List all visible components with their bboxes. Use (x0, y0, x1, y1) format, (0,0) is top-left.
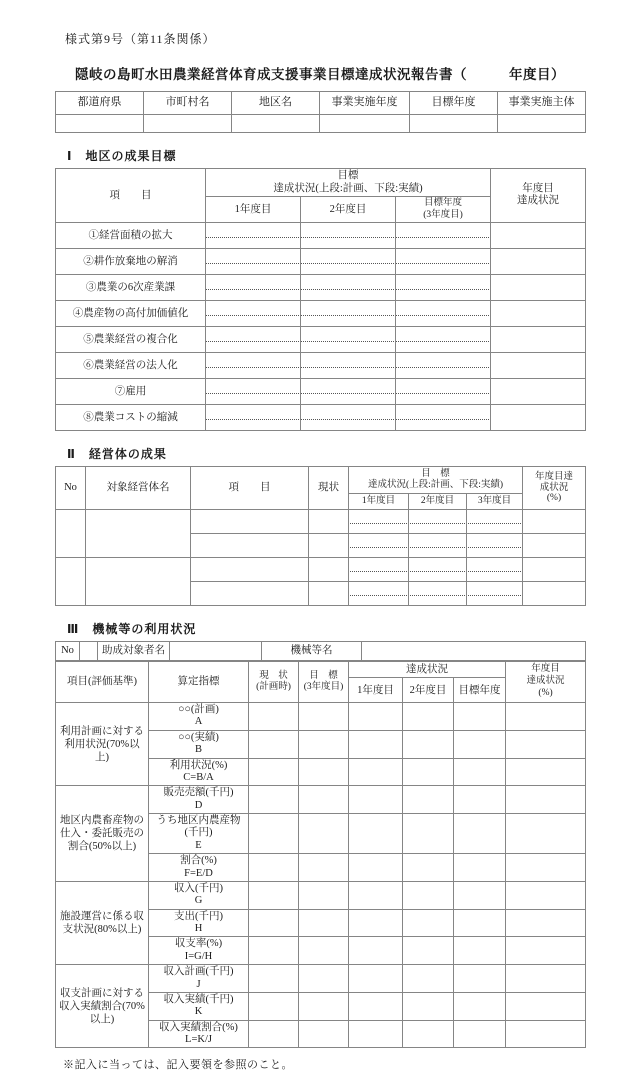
value-cell (454, 1020, 506, 1048)
value-cell (249, 786, 299, 814)
section2-header-no: No (56, 466, 86, 509)
plan-actual-cell-year1 (206, 352, 301, 378)
value-cell (249, 703, 299, 731)
item-label: ①経営面積の拡大 (56, 222, 206, 248)
value-cell (403, 730, 454, 758)
value-cell (349, 814, 403, 854)
section3-row (56, 786, 586, 814)
value-cell (506, 854, 586, 882)
value-cell (299, 937, 349, 965)
info-header-municipality: 市町村名 (144, 92, 232, 115)
value-cell (299, 992, 349, 1020)
value-cell (249, 758, 299, 786)
annual-status-cell (491, 404, 586, 430)
annual-label-line1: 年度目 (522, 182, 554, 194)
plan-actual-cell-target (396, 274, 491, 300)
criterion-label: 地区内農畜産物の仕入・委託販売の割合(50%以上) (56, 786, 149, 882)
item-label: ⑧農業コストの縮減 (56, 404, 206, 430)
value-cell (249, 854, 299, 882)
criterion-label: 施設運営に係る収支状況(80%以上) (56, 881, 149, 964)
value-cell (349, 758, 403, 786)
value-cell (454, 854, 506, 882)
value-cell (506, 965, 586, 993)
annual-label-line2: 成状況 (539, 482, 569, 493)
plan-actual-cell-year2 (301, 352, 396, 378)
section2-table (55, 466, 586, 606)
section1-row (56, 300, 586, 326)
section1-heading: Ⅰ 地区の成果目標 (67, 149, 177, 163)
indicator-cell (149, 965, 249, 993)
current-label-line2: (計画時) (256, 682, 291, 693)
info-header-row (56, 92, 586, 115)
section3-header-year1: 1年度目 (349, 678, 403, 703)
value-cell (299, 909, 349, 937)
value-cell (506, 786, 586, 814)
section2-header-year3: 3年度目 (467, 493, 523, 509)
blank-cell (410, 115, 498, 133)
value-cell (349, 937, 403, 965)
section3-no-label: No (56, 641, 80, 660)
section1-row (56, 274, 586, 300)
value-cell (403, 854, 454, 882)
section1-row (56, 248, 586, 274)
section2-header-annual (523, 466, 586, 509)
section2-heading: Ⅱ 経営体の成果 (67, 446, 167, 461)
indicator-formula: J (196, 978, 201, 990)
value-cell (299, 758, 349, 786)
section1-header-annual (491, 169, 586, 223)
indicator-cell (149, 937, 249, 965)
indicator-formula: K (194, 1006, 203, 1018)
indicator-formula: L=K/J (185, 1034, 212, 1046)
current-cell (309, 557, 349, 581)
indicator-name: 割合(%) (180, 855, 217, 867)
value-cell (506, 937, 586, 965)
section1-row (56, 378, 586, 404)
value-cell (349, 992, 403, 1020)
indicator-formula: F=E/D (184, 867, 213, 879)
value-cell (349, 1020, 403, 1048)
value-cell (506, 730, 586, 758)
value-cell (349, 730, 403, 758)
plan-actual-cell-year1 (206, 378, 301, 404)
goal-label-line2: 達成状況(上段:計画、下段:実績) (273, 182, 423, 194)
value-cell (299, 703, 349, 731)
entity-name-cell (86, 557, 191, 605)
footnote: ※記入に当っては、記入要領を参照のこと。 (63, 1059, 293, 1072)
plan-actual-cell-year1 (206, 300, 301, 326)
current-label-line1: 現 状 (259, 670, 288, 681)
indicator-name: 支出(千円) (174, 910, 223, 922)
value-cell (403, 965, 454, 993)
plan-actual-cell-target (396, 248, 491, 274)
section2-header-entity: 対象経営体名 (86, 466, 191, 509)
indicator-cell (149, 881, 249, 909)
current-cell (309, 533, 349, 557)
value-cell (299, 814, 349, 854)
plan-actual-cell-year1 (349, 581, 409, 605)
value-cell (349, 703, 403, 731)
value-cell (249, 1020, 299, 1048)
plan-actual-cell-year3 (467, 557, 523, 581)
value-cell (299, 1020, 349, 1048)
blank-cell (320, 115, 410, 133)
section1-header-item: 項 目 (56, 169, 206, 223)
plan-actual-cell-target (396, 352, 491, 378)
value-cell (506, 992, 586, 1020)
section3-header-current (249, 661, 299, 702)
plan-actual-cell-year2 (301, 300, 396, 326)
info-header-prefecture: 都道府県 (56, 92, 144, 115)
value-cell (454, 786, 506, 814)
value-cell (403, 758, 454, 786)
goal-label-line1: 目標 (337, 170, 359, 181)
indicator-name: 販売売額(千円) (163, 787, 234, 799)
indicator-formula: E (195, 839, 202, 851)
criterion-label: 利用計画に対する利用状況(70%以上) (56, 703, 149, 786)
value-cell (506, 1020, 586, 1048)
value-cell (454, 992, 506, 1020)
annual-status-cell (491, 274, 586, 300)
indicator-name: うち地区内農産物(千円) (156, 815, 241, 839)
indicator-formula: C=B/A (183, 771, 214, 783)
info-header-implementing-body: 事業実施主体 (498, 92, 586, 115)
annual-label-line3: (%) (546, 493, 562, 504)
indicator-formula: D (194, 799, 203, 811)
value-cell (249, 992, 299, 1020)
indicator-cell (149, 730, 249, 758)
indicator-name: 収入実績(千円) (163, 993, 234, 1005)
value-cell (299, 965, 349, 993)
value-cell (454, 937, 506, 965)
value-cell (299, 881, 349, 909)
info-header-implementation-year: 事業実施年度 (320, 92, 410, 115)
machine-label: 機械等名 (262, 641, 362, 660)
current-cell (309, 509, 349, 533)
item-label: ②耕作放棄地の解消 (56, 248, 206, 274)
indicator-cell (149, 854, 249, 882)
annual-status-cell (523, 533, 586, 557)
section2-header-year2: 2年度目 (409, 493, 467, 509)
value-cell (349, 965, 403, 993)
plan-actual-cell-year2 (301, 326, 396, 352)
value-cell (249, 730, 299, 758)
section3-header-item: 項目(評価基準) (56, 661, 149, 702)
page-title: 隠岐の島町水田農業経営体育成支援事業目標達成状況報告書（ 年度目） (75, 67, 565, 82)
goal-label-line1: 目 標 (421, 468, 450, 479)
section2-header-item: 項 目 (191, 466, 309, 509)
annual-status-cell (491, 222, 586, 248)
section2-header-goal (349, 466, 523, 493)
plan-actual-cell-year2 (301, 222, 396, 248)
annual-status-cell (491, 378, 586, 404)
item-label: ④農産物の高付加価値化 (56, 300, 206, 326)
value-cell (299, 854, 349, 882)
plan-actual-cell-target (396, 300, 491, 326)
value-cell (454, 758, 506, 786)
indicator-cell (149, 992, 249, 1020)
plan-actual-cell-year2 (409, 581, 467, 605)
machine-entry-cell (362, 641, 586, 660)
section1-row (56, 222, 586, 248)
annual-label-line1: 年度目 (531, 664, 560, 675)
blank-cell (144, 115, 232, 133)
item-cell (191, 509, 309, 533)
annual-status-cell (523, 557, 586, 581)
no-cell (56, 509, 86, 557)
section1-row (56, 404, 586, 430)
recipient-label: 助成対象者名 (98, 641, 170, 660)
no-entry-cell (80, 641, 98, 660)
goal-label-line2: (3年度目) (303, 682, 344, 693)
indicator-name: 収入計画(千円) (163, 966, 234, 978)
indicator-cell (149, 909, 249, 937)
value-cell (454, 881, 506, 909)
plan-actual-cell-year2 (409, 533, 467, 557)
item-cell (191, 533, 309, 557)
info-entry-row (56, 115, 586, 133)
plan-actual-cell-year1 (349, 557, 409, 581)
item-label: ③農業の6次産業課 (56, 274, 206, 300)
section1-header-goal (206, 169, 491, 197)
section1-header-year2: 2年度目 (301, 197, 396, 223)
form-number: 様式第9号（第11条関係） (65, 32, 216, 46)
value-cell (249, 965, 299, 993)
section1-header-year1: 1年度目 (206, 197, 301, 223)
goal-label-line2: 達成状況(上段:計画、下段:実績) (367, 479, 504, 490)
section3-row (56, 881, 586, 909)
indicator-formula: H (194, 923, 203, 935)
annual-label-line1: 年度目達 (534, 471, 573, 482)
section3-row (56, 965, 586, 993)
section3-table (55, 661, 586, 1049)
plan-actual-cell-target (396, 404, 491, 430)
indicator-formula: G (194, 895, 203, 907)
section3-header-goal (299, 661, 349, 702)
plan-actual-cell-year2 (301, 378, 396, 404)
value-cell (349, 909, 403, 937)
value-cell (506, 909, 586, 937)
indicator-cell (149, 814, 249, 854)
value-cell (349, 786, 403, 814)
value-cell (403, 703, 454, 731)
indicator-name: 収入(千円) (174, 882, 223, 894)
plan-actual-cell-year1 (206, 248, 301, 274)
value-cell (403, 992, 454, 1020)
indicator-formula: I=G/H (184, 950, 213, 962)
annual-status-cell (523, 509, 586, 533)
section1-row (56, 352, 586, 378)
plan-actual-cell-year1 (206, 326, 301, 352)
section3-top-row (56, 641, 586, 660)
value-cell (506, 758, 586, 786)
value-cell (403, 786, 454, 814)
value-cell (454, 703, 506, 731)
annual-label-line2: 達成状況 (517, 195, 560, 207)
value-cell (403, 909, 454, 937)
plan-actual-cell-year2 (301, 248, 396, 274)
section3-header-row1 (56, 661, 586, 677)
annual-status-cell (491, 352, 586, 378)
section2-header-current: 現状 (309, 466, 349, 509)
section3-header-indicator: 算定指標 (149, 661, 249, 702)
indicator-name: 収入実績割合(%) (159, 1021, 238, 1033)
target-year-line2: (3年度目) (423, 209, 463, 220)
blank-cell (56, 115, 144, 133)
section2-entry-row (56, 509, 586, 533)
section3-row (56, 703, 586, 731)
info-table (55, 91, 586, 133)
value-cell (506, 814, 586, 854)
value-cell (403, 881, 454, 909)
section1-header-row1 (56, 169, 586, 197)
item-cell (191, 557, 309, 581)
plan-actual-cell-year2 (409, 509, 467, 533)
section1-row (56, 326, 586, 352)
annual-status-cell (491, 326, 586, 352)
indicator-formula: A (194, 716, 203, 728)
value-cell (349, 854, 403, 882)
plan-actual-cell-year1 (349, 533, 409, 557)
value-cell (349, 881, 403, 909)
section3-header-target-year: 目標年度 (454, 678, 506, 703)
plan-actual-cell-year2 (409, 557, 467, 581)
value-cell (454, 965, 506, 993)
criterion-label: 収支計画に対する収入実績割合(70%以上) (56, 965, 149, 1048)
indicator-name: 利用状況(%) (169, 759, 228, 771)
indicator-name: ○○(実績) (178, 731, 219, 743)
plan-actual-cell-year1 (206, 274, 301, 300)
item-cell (191, 581, 309, 605)
annual-status-cell (491, 248, 586, 274)
section3-top-table (55, 641, 586, 661)
annual-label-line2: 達成状況 (526, 676, 565, 687)
annual-label-line3: (%) (538, 687, 553, 698)
value-cell (506, 881, 586, 909)
section3-header-year2: 2年度目 (403, 678, 454, 703)
value-cell (249, 909, 299, 937)
plan-actual-cell-year1 (349, 509, 409, 533)
target-year-line1: 目標年度 (424, 198, 463, 209)
value-cell (299, 730, 349, 758)
item-label: ⑥農業経営の法人化 (56, 352, 206, 378)
section3-header-annual (506, 661, 586, 702)
plan-actual-cell-year3 (467, 509, 523, 533)
plan-actual-cell-target (396, 222, 491, 248)
plan-actual-cell-year3 (467, 581, 523, 605)
blank-cell (232, 115, 320, 133)
section3-header-achievement: 達成状況 (349, 661, 506, 677)
entity-name-cell (86, 509, 191, 557)
plan-actual-cell-year2 (301, 404, 396, 430)
item-label: ⑦雇用 (56, 378, 206, 404)
section3-heading: Ⅲ 機械等の利用状況 (67, 621, 197, 636)
no-cell (56, 557, 86, 605)
plan-actual-cell-target (396, 378, 491, 404)
value-cell (403, 814, 454, 854)
info-header-target-year: 目標年度 (410, 92, 498, 115)
value-cell (454, 909, 506, 937)
item-label: ⑤農業経営の複合化 (56, 326, 206, 352)
annual-status-cell (491, 300, 586, 326)
value-cell (249, 814, 299, 854)
section1-table (55, 168, 586, 431)
value-cell (299, 786, 349, 814)
indicator-formula: B (194, 744, 202, 756)
blank-cell (498, 115, 586, 133)
indicator-name: 収支率(%) (174, 938, 223, 950)
section2-header-row1 (56, 466, 586, 493)
plan-actual-cell-year3 (467, 533, 523, 557)
indicator-cell (149, 703, 249, 731)
section2-header-year1: 1年度目 (349, 493, 409, 509)
plan-actual-cell-target (396, 326, 491, 352)
value-cell (454, 814, 506, 854)
section1-header-target-year (396, 197, 491, 223)
value-cell (454, 730, 506, 758)
current-cell (309, 581, 349, 605)
plan-actual-cell-year2 (301, 274, 396, 300)
indicator-name: ○○(計画) (178, 704, 219, 716)
value-cell (249, 937, 299, 965)
value-cell (403, 1020, 454, 1048)
indicator-cell (149, 786, 249, 814)
plan-actual-cell-year1 (206, 404, 301, 430)
value-cell (249, 881, 299, 909)
indicator-cell (149, 1020, 249, 1048)
value-cell (506, 703, 586, 731)
annual-status-cell (523, 581, 586, 605)
indicator-cell (149, 758, 249, 786)
info-header-district: 地区名 (232, 92, 320, 115)
value-cell (403, 937, 454, 965)
section2-entry-row (56, 557, 586, 581)
plan-actual-cell-year1 (206, 222, 301, 248)
goal-label-line1: 目 標 (309, 670, 338, 681)
recipient-entry-cell (170, 641, 262, 660)
